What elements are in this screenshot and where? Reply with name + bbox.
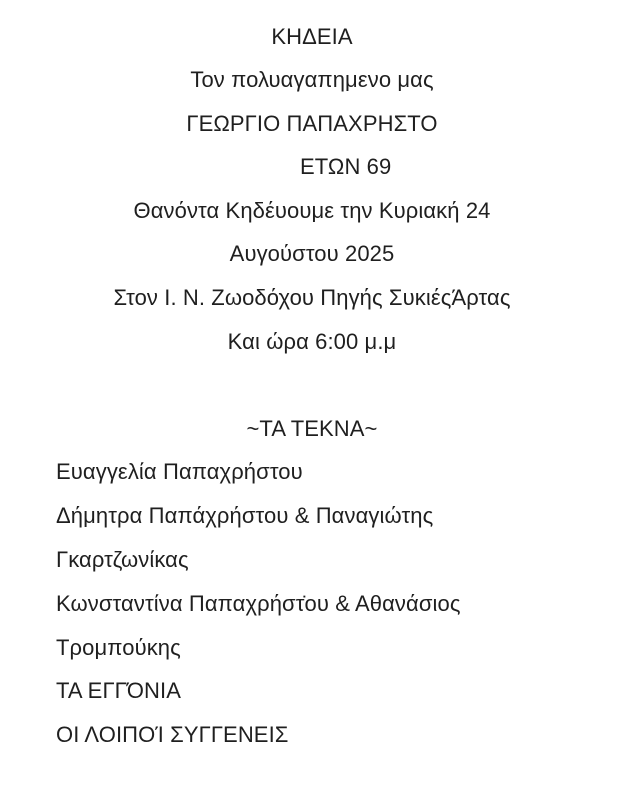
notice-heading: ΚΗΔΕΙΑ <box>271 24 353 49</box>
mourner-line: ΤΑ ΕΓΓΌΝΙΑ <box>56 678 181 703</box>
mourner-line: ΟΙ ΛΟΙΠΟΊ ΣΥΓΓΕΝΕΙΣ <box>56 722 289 747</box>
intro-line: Τον πολυαγαπημενο μας <box>190 67 434 92</box>
mourner-line: Τρομπούκης <box>56 635 181 660</box>
mourner-line: Δήμητρα Παπάχρήστου & Παναγιώτης <box>56 503 434 528</box>
funeral-location: Στον Ι. Ν. Ζωοδόχου Πηγής ΣυκιέςΆρτας <box>113 285 511 310</box>
mourner-line: Κωνσταντίνα Παπαχρήστ̇ου & Αθανάσιος <box>56 591 461 616</box>
age-line: ΕΤΩΝ 69 <box>300 154 392 179</box>
mourners-heading: ~ΤΑ ΤΕΚΝΑ~ <box>246 416 378 441</box>
mourner-line: Γκαρτζωνίκας <box>56 547 189 572</box>
funeral-date-line-2: Αυγούστου 2025 <box>229 241 395 266</box>
funeral-date-line-1: Θανόντα Κηδέυουμε την Κυριακή 24 <box>133 198 491 223</box>
mourner-line: Ευαγγελία Παπαχρήστου <box>56 459 303 484</box>
funeral-time: Και ώρα 6:00 μ.μ <box>227 329 397 354</box>
deceased-name: ΓΕΩΡΓΙΟ ΠΑΠΑΧΡΗΣΤΟ <box>186 111 438 136</box>
